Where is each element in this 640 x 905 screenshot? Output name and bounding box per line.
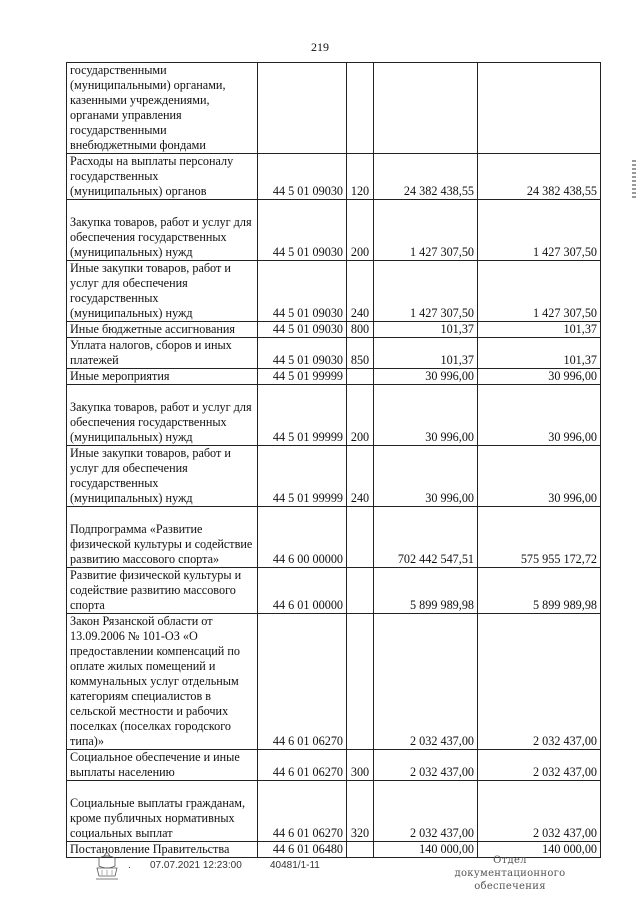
row-name: Закупка товаров, работ и услуг для обеспечения государственных (муниципальных) нужд bbox=[67, 200, 258, 261]
row-vr bbox=[347, 568, 374, 614]
row-value-1: 2 032 437,00 bbox=[374, 614, 478, 750]
row-value-1: 101,37 bbox=[374, 338, 478, 369]
row-code: 44 5 01 09030 bbox=[258, 338, 347, 369]
table-row bbox=[67, 750, 601, 781]
row-name: Развитие физической культуры и содействие развитию массового спорта bbox=[67, 568, 258, 614]
row-value-1: 1 427 307,50 bbox=[374, 200, 478, 261]
row-value-2: 30 996,00 bbox=[478, 385, 601, 446]
row-value-1: 5 899 989,98 bbox=[374, 568, 478, 614]
row-value-2: 101,37 bbox=[478, 338, 601, 369]
row-code: 44 6 01 00000 bbox=[258, 568, 347, 614]
row-name: Постановление Правительства bbox=[67, 842, 258, 858]
budget-table bbox=[66, 62, 601, 858]
row-vr: 850 bbox=[347, 338, 374, 369]
row-name: Социальные выплаты гражданам, кроме публичных нормативных социальных выплат bbox=[67, 781, 258, 842]
row-vr: 800 bbox=[347, 322, 374, 338]
row-vr bbox=[347, 369, 374, 385]
row-value-1: 1 427 307,50 bbox=[374, 261, 478, 322]
row-code: 44 5 01 99999 bbox=[258, 446, 347, 507]
row-vr: 320 bbox=[347, 781, 374, 842]
row-code: 44 6 01 06270 bbox=[258, 614, 347, 750]
row-vr: 200 bbox=[347, 385, 374, 446]
row-name: Социальное обеспечение и иные выплаты населению bbox=[67, 750, 258, 781]
row-name: Уплата налогов, сборов и иных платежей bbox=[67, 338, 258, 369]
table-row bbox=[67, 614, 601, 750]
row-name: государственными (муниципальными) органами, казенными учреждениями, органами управления государственными внебюджетными фондами bbox=[67, 63, 258, 154]
table-row bbox=[67, 200, 601, 261]
table-row bbox=[67, 781, 601, 842]
row-code: 44 6 01 06480 bbox=[258, 842, 347, 858]
document-number: 40481/1-11 bbox=[270, 860, 320, 871]
row-value-2: 5 899 989,98 bbox=[478, 568, 601, 614]
table-row bbox=[67, 385, 601, 446]
row-vr: 300 bbox=[347, 750, 374, 781]
table-row bbox=[67, 63, 601, 154]
row-code: 44 5 01 09030 bbox=[258, 322, 347, 338]
row-vr bbox=[347, 63, 374, 154]
timestamp: 07.07.2021 12:23:00 bbox=[150, 860, 242, 871]
row-name: Расходы на выплаты персоналу государственных (муниципальных) органов bbox=[67, 154, 258, 200]
row-code: 44 5 01 99999 bbox=[258, 385, 347, 446]
row-value-2: 24 382 438,55 bbox=[478, 154, 601, 200]
row-name: Закупка товаров, работ и услуг для обеспечения государственных (муниципальных) нужд bbox=[67, 385, 258, 446]
row-value-2: 140 000,00 bbox=[478, 842, 601, 858]
coat-of-arms-icon bbox=[92, 850, 122, 882]
row-code: 44 5 01 09030 bbox=[258, 261, 347, 322]
footer bbox=[0, 850, 640, 890]
row-value-2: 101,37 bbox=[478, 322, 601, 338]
row-name: Закон Рязанской области от 13.09.2006 № 101-ОЗ «О предоставлении компенсаций по оплате жилых помещений и коммунальных услуг отдельным категориям специалистов в сельской местности и рабочих поселках (поселках городского типа)» bbox=[67, 614, 258, 750]
row-value-1 bbox=[374, 63, 478, 154]
row-code: 44 6 01 06270 bbox=[258, 781, 347, 842]
row-value-2: 575 955 172,72 bbox=[478, 507, 601, 568]
row-value-1: 24 382 438,55 bbox=[374, 154, 478, 200]
separator-dot: . bbox=[128, 860, 131, 871]
row-value-2: 2 032 437,00 bbox=[478, 750, 601, 781]
table-row bbox=[67, 507, 601, 568]
table-row bbox=[67, 154, 601, 200]
table-row bbox=[67, 568, 601, 614]
row-vr: 240 bbox=[347, 261, 374, 322]
row-code: 44 6 01 06270 bbox=[258, 750, 347, 781]
row-name: Иные закупки товаров, работ и услуг для обеспечения государственных (муниципальных) нужд bbox=[67, 446, 258, 507]
row-vr: 200 bbox=[347, 200, 374, 261]
row-value-1: 30 996,00 bbox=[374, 446, 478, 507]
stamp-line-2: обеспечения bbox=[474, 881, 546, 892]
table-row bbox=[67, 322, 601, 338]
stamp-line-1: Отдел документационного bbox=[454, 855, 566, 879]
department-stamp bbox=[440, 854, 580, 893]
row-code: 44 6 00 00000 bbox=[258, 507, 347, 568]
row-vr: 240 bbox=[347, 446, 374, 507]
row-code: 44 5 01 09030 bbox=[258, 200, 347, 261]
row-value-2: 1 427 307,50 bbox=[478, 200, 601, 261]
table-row bbox=[67, 369, 601, 385]
row-value-2 bbox=[478, 63, 601, 154]
row-code: 44 5 01 09030 bbox=[258, 154, 347, 200]
row-vr bbox=[347, 614, 374, 750]
row-value-2: 2 032 437,00 bbox=[478, 614, 601, 750]
row-value-1: 702 442 547,51 bbox=[374, 507, 478, 568]
scan-edge-mark bbox=[632, 160, 636, 200]
table-row bbox=[67, 446, 601, 507]
row-value-2: 30 996,00 bbox=[478, 446, 601, 507]
row-value-1: 30 996,00 bbox=[374, 385, 478, 446]
row-name: Иные мероприятия bbox=[67, 369, 258, 385]
row-value-1: 30 996,00 bbox=[374, 369, 478, 385]
row-value-2: 30 996,00 bbox=[478, 369, 601, 385]
row-value-1: 2 032 437,00 bbox=[374, 750, 478, 781]
table-row bbox=[67, 338, 601, 369]
table-row bbox=[67, 261, 601, 322]
row-value-1: 140 000,00 bbox=[374, 842, 478, 858]
row-value-1: 2 032 437,00 bbox=[374, 781, 478, 842]
row-vr bbox=[347, 507, 374, 568]
row-value-2: 1 427 307,50 bbox=[478, 261, 601, 322]
row-value-2: 2 032 437,00 bbox=[478, 781, 601, 842]
page-number: 219 bbox=[311, 40, 329, 54]
row-code: 44 5 01 99999 bbox=[258, 369, 347, 385]
row-code bbox=[258, 63, 347, 154]
row-name: Иные бюджетные ассигнования bbox=[67, 322, 258, 338]
row-name: Иные закупки товаров, работ и услуг для обеспечения государственных (муниципальных) нужд bbox=[67, 261, 258, 322]
row-value-1: 101,37 bbox=[374, 322, 478, 338]
row-vr: 120 bbox=[347, 154, 374, 200]
row-name: Подпрограмма «Развитие физической культуры и содействие развитию массового спорта» bbox=[67, 507, 258, 568]
